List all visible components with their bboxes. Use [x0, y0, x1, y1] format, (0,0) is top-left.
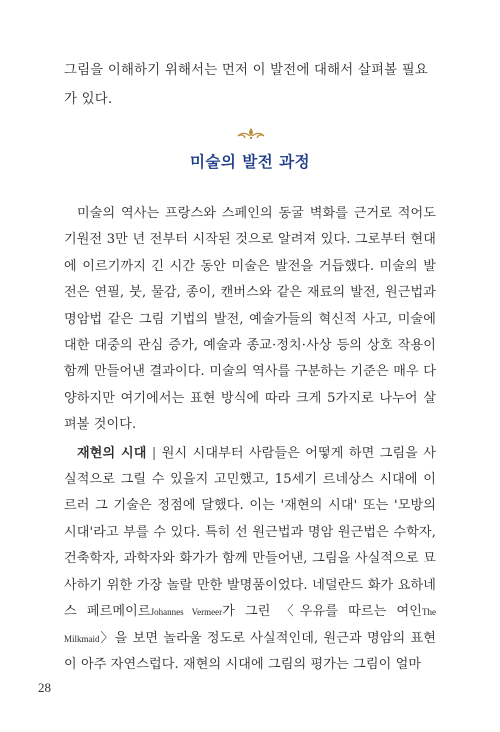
- intro-paragraph: 그림을 이해하기 위해서는 먼저 이 발전에 대해서 살펴볼 필요가 있다.: [64, 63, 429, 107]
- term-separator: |: [151, 445, 157, 461]
- section-heading: 미술의 발전 과정: [189, 153, 311, 171]
- painter-name-note: Johannes Vermeer: [150, 607, 223, 618]
- body-text: [64, 201, 436, 678]
- term-representation-era: 재현의 시대: [77, 445, 147, 461]
- paragraph-text-c: 〉을 보면 놀라울 정도로 사실적인데, 원근과 명암의 표현이 아주 자연스럽다. 재현의 시대에 그림의 평가는 그림이 얼마: [64, 630, 436, 672]
- paragraph-text-b: 가 그린 〈우유를 따르는 여인: [222, 604, 422, 620]
- paragraph-history: 미술의 역사는 프랑스와 스페인의 동굴 벽화를 근거로 적어도 기원전 3만 년 전부터 시작된 것으로 알려져 있다. 그로부터 현대에 이르기까지 긴 시간 동안 미술은 발전을 거듭했다. 미술의 발전은 연필, 붓, 물감, 종이, 캔버스와 같은 재료의 발전, 원근법과 명암법 같은 그림 기법의 발전, 예술가들의 혁신적 사고, 미술에 대한 대중의 관심 증가, 예술과 종교·정치·사상 등의 상호 작용이 함께 만들어낸 결과이다. 미술의 역사를 구분하는 기준은 매우 다양하지만 여기에서는 표현 방식에 따라 크게 5가지로 나누어 살펴볼 것이다.: [64, 206, 436, 433]
- flourish-ornament-icon: [236, 126, 266, 140]
- paragraph-text-a: 원시 시대부터 사람들은 어떻게 하면 그림을 사실적으로 그릴 수 있을지 고민했고, 15세기 르네상스 시대에 이르러 그 기술은 정점에 달했다. 이는 '재현의 시대' 또는 '모방의 시대'라고 부를 수 있다. 특히 선 원근법과 명암 원근법은 수학자, 건축학자, 과학자와 화가가 함께 만들어낸, 그림을 사실적으로 묘사하기 위한 가장 놀랄 만한 발명품이었다. 네덜란드 화가 요하네스 페르메이르: [64, 445, 437, 620]
- painting-name-note: The Milkmaid: [64, 607, 436, 644]
- page-number: 28: [38, 680, 51, 695]
- paragraph-representation-era: [64, 441, 436, 679]
